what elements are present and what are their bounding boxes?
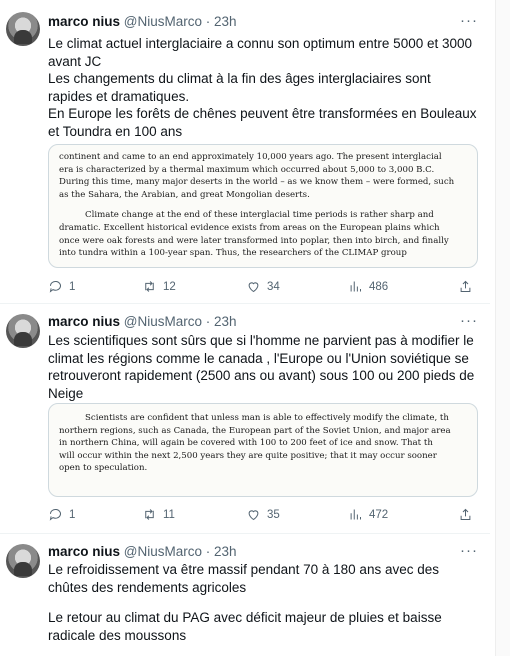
like-button[interactable] <box>246 507 280 522</box>
share-button[interactable] <box>458 507 473 522</box>
separator-dot: · <box>202 314 215 329</box>
scan-line: dramatic. Excellent historical evidence exists from areas on the European plains which <box>59 222 440 233</box>
tweet-blank-line <box>48 596 478 609</box>
scanned-text <box>49 404 477 481</box>
like-icon <box>246 279 261 294</box>
tweet-header <box>48 14 237 29</box>
scan-line: era is characterized by a thermal maximum which occurred about 5,000 to 3,000 B.C. <box>59 164 435 175</box>
retweet-button[interactable] <box>142 279 176 294</box>
like-count: 35 <box>267 508 280 521</box>
timestamp[interactable]: 23h <box>214 314 237 329</box>
tweet-paragraph: Les scientifiques sont sûrs que si l'homme ne parvient pas à modifier le climat les régions comme le canada , l'Europe ou l'Union soviétique se retrouveront rapidement (2500 ans ou avant) sous 100 ou 200 pieds de Neige <box>48 333 475 401</box>
scrollbar[interactable] <box>495 0 510 656</box>
share-button[interactable] <box>458 279 473 294</box>
retweet-icon <box>142 279 157 294</box>
author-handle[interactable]: @NiusMarco <box>123 14 203 29</box>
tweet[interactable] <box>0 534 490 656</box>
tweet-paragraph: Les changements du climat à la fin des âges interglaciaires sont rapides et dramatiques. <box>48 71 431 104</box>
like-button[interactable] <box>246 279 280 294</box>
more-icon[interactable]: ··· <box>460 542 478 559</box>
views-button[interactable] <box>348 279 388 294</box>
author-handle[interactable]: @NiusMarco <box>123 544 203 559</box>
author-name[interactable]: marco nius <box>48 544 121 559</box>
reply-count: 1 <box>69 280 76 293</box>
tweet[interactable] <box>0 0 490 300</box>
views-icon <box>348 279 363 294</box>
scan-line: into tundra within a 100-year span. Thus, the researchers of the CLIMAP group <box>59 248 407 259</box>
retweet-count: 12 <box>163 280 176 293</box>
scanned-text <box>49 145 477 266</box>
scan-line: as the Sahara, the Arabian, and great Mongolian deserts. <box>59 189 310 200</box>
tweet-paragraph: Le refroidissement va être massif pendant 70 à 180 ans avec des chûtes des rendements agricoles <box>48 562 439 595</box>
views-button[interactable] <box>348 507 388 522</box>
tweet-image[interactable] <box>48 144 478 268</box>
scan-line: open to speculation. <box>59 463 148 474</box>
share-icon <box>458 507 473 522</box>
scan-line: will occur within the next 2,500 years they are quite positive; that it may occur sooner <box>59 450 437 461</box>
reply-count: 1 <box>69 508 76 521</box>
avatar[interactable] <box>6 314 40 348</box>
separator-dot: · <box>202 544 215 559</box>
tweet-paragraph: Le climat actuel interglaciaire a connu son optimum entre 5000 et 3000 avant JC <box>48 36 473 69</box>
tweet-text <box>48 332 478 402</box>
scan-line: once were oak forests and were later transformed into poplar, then into birch, and finally <box>59 235 449 246</box>
retweet-icon <box>142 507 157 522</box>
tweet-header <box>48 544 237 559</box>
tweet-image[interactable] <box>48 403 478 497</box>
tweet-text <box>48 561 478 644</box>
separator-dot: · <box>202 14 215 29</box>
scan-line: continent and came to an end approximately 10,000 years ago. The present interglacial <box>59 152 442 162</box>
tweet-paragraph: Le retour au climat du PAG avec déficit majeur de pluies et baisse radicale des moussons <box>48 610 442 643</box>
author-name[interactable]: marco nius <box>48 14 121 29</box>
like-count: 34 <box>267 280 280 293</box>
tweet-actions <box>48 507 478 525</box>
reply-button[interactable] <box>48 279 75 294</box>
scan-line: Climate change at the end of these interglacial time periods is rather sharp and <box>85 210 434 221</box>
views-icon <box>348 507 363 522</box>
more-icon[interactable]: ··· <box>460 312 478 329</box>
retweet-count: 11 <box>163 508 175 521</box>
like-icon <box>246 507 261 522</box>
retweet-button[interactable] <box>142 507 175 522</box>
tweet-paragraph: En Europe les forêts de chênes peuvent être transformées en Bouleaux et Toundra en 100 ans <box>48 106 477 139</box>
timestamp[interactable]: 23h <box>214 14 237 29</box>
timestamp[interactable]: 23h <box>214 544 237 559</box>
author-name[interactable]: marco nius <box>48 314 121 329</box>
reply-icon <box>48 279 63 294</box>
tweet-header <box>48 314 237 329</box>
share-icon <box>458 279 473 294</box>
scan-line: Scientists are confident that unless man is able to effectively modify the climate, th <box>85 413 449 423</box>
scan-line: northern regions, such as Canada, the European part of the Soviet Union, and major area <box>59 425 451 436</box>
scan-line: During this time, many major deserts in the world – as we know them – were formed, such <box>59 177 455 188</box>
scan-line: in northern China, will again be covered with 100 to 200 feet of ice and snow. That th <box>59 438 433 449</box>
tweet-actions <box>48 279 478 297</box>
avatar[interactable] <box>6 12 40 46</box>
views-count: 486 <box>369 280 389 293</box>
more-icon[interactable]: ··· <box>460 12 478 29</box>
views-count: 472 <box>369 508 389 521</box>
reply-icon <box>48 507 63 522</box>
author-handle[interactable]: @NiusMarco <box>123 314 203 329</box>
avatar[interactable] <box>6 544 40 578</box>
reply-button[interactable] <box>48 507 75 522</box>
tweet-text <box>48 35 478 140</box>
tweet[interactable] <box>0 304 490 532</box>
